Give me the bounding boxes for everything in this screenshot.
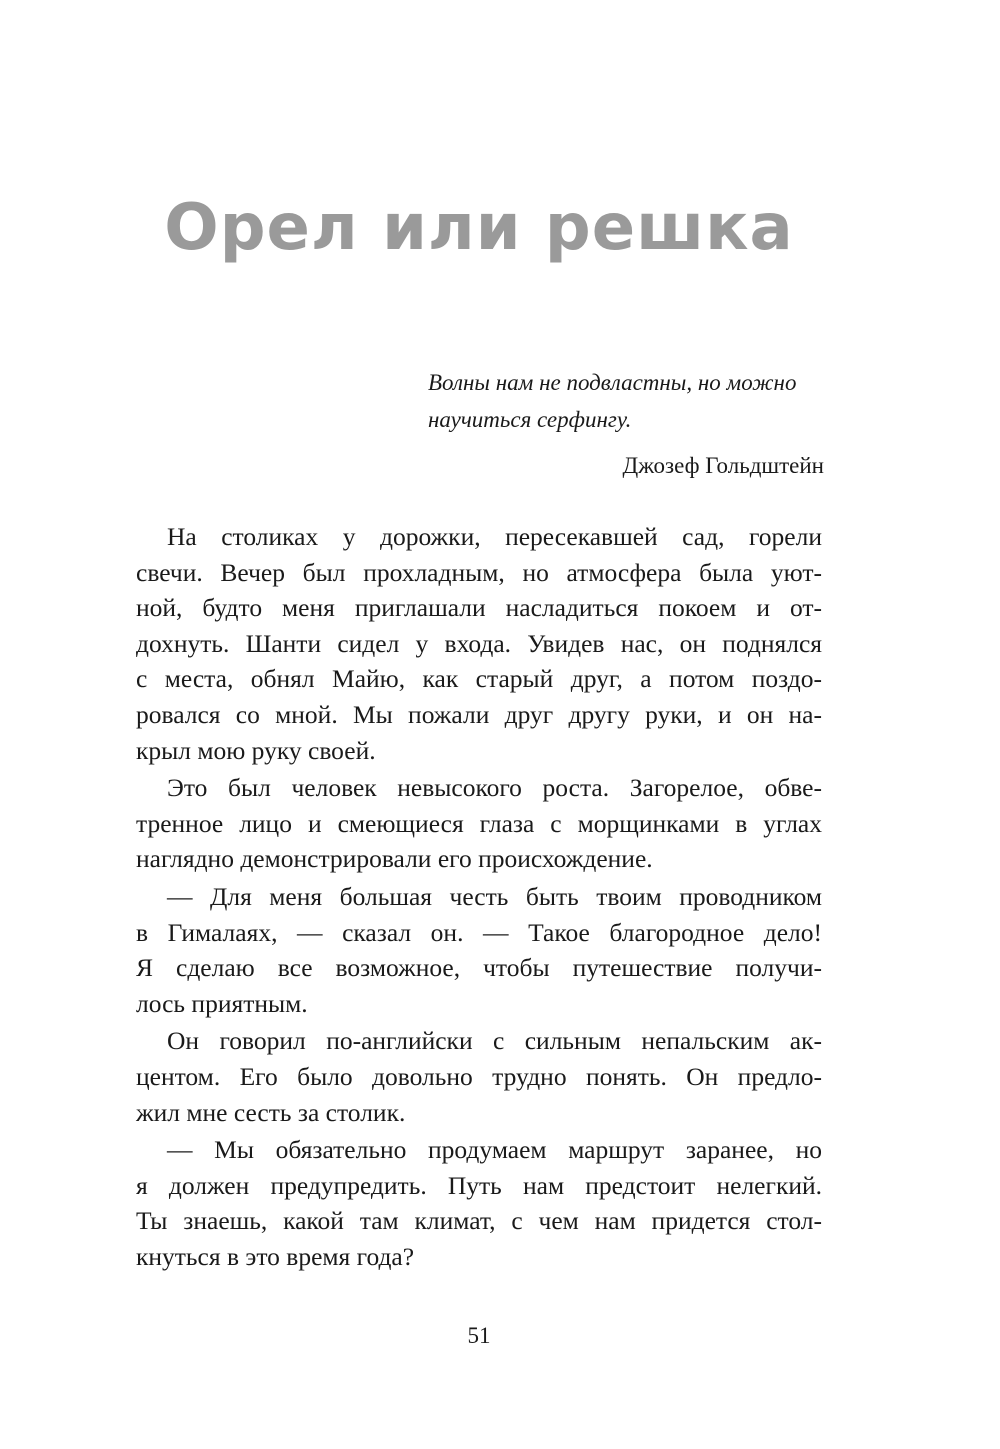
text-line: свечи. Вечер был прохладным, но атмосфера была уют-	[136, 557, 822, 587]
text-line: Ты знаешь, какой там климат, с чем нам придется стол-	[136, 1206, 822, 1236]
paragraph	[136, 1132, 822, 1274]
text-line: ровался со мной. Мы пожали друг другу руки, и он на-	[136, 699, 822, 729]
text-line: центом. Его было довольно трудно понять. Он предло-	[136, 1061, 822, 1091]
text-line: в Гималаях, — сказал он. — Такое благородное дело!	[136, 917, 822, 947]
text-line: лось приятным.	[136, 988, 308, 1018]
text-line: ной, будто меня приглашали насладиться покоем и от-	[136, 593, 822, 623]
text-line: крыл мою руку своей.	[136, 735, 376, 765]
text-line: — Мы обязательно продумаем маршрут заранее, но	[167, 1135, 822, 1165]
text-line: тренное лицо и смеющиеся глаза с морщинками в углах	[136, 808, 822, 838]
text-line: дохнуть. Шанти сидел у входа. Увидев нас, он поднялся	[136, 628, 822, 658]
body-text	[136, 519, 822, 1276]
text-line: я должен предупредить. Путь нам предстоит нелегкий.	[136, 1170, 822, 1200]
paragraph	[136, 879, 822, 1021]
text-line: На столиках у дорожки, пересекавшей сад, горели	[167, 522, 822, 551]
paragraph	[136, 519, 822, 768]
text-line: наглядно демонстрировали его происхождение.	[136, 844, 653, 874]
text-line: Я сделаю все возможное, чтобы путешествие получи-	[136, 953, 822, 983]
paragraph	[136, 770, 822, 877]
paragraph	[136, 1023, 822, 1130]
epigraph-quote	[428, 364, 824, 438]
text-line: с места, обнял Майю, как старый друг, а потом поздо-	[136, 664, 822, 694]
text-line: Он говорил по-английски с сильным непальским ак-	[167, 1026, 822, 1056]
page-number: 51	[467, 1323, 491, 1348]
text-line: жил мне сесть за столик.	[136, 1097, 406, 1127]
text-line: Это был человек невысокого роста. Загорелое, обве-	[167, 773, 822, 803]
text-line: кнуться в это время года?	[136, 1241, 415, 1271]
epigraph-line: Волны нам не подвластны, но можно	[428, 370, 797, 395]
epigraph-author: Джозеф Гольдштейн	[622, 453, 824, 478]
chapter-title: Орел или решка	[164, 191, 794, 265]
epigraph-line: научиться серфингу.	[428, 407, 632, 432]
text-line: — Для меня большая честь быть твоим проводником	[167, 881, 822, 911]
epigraph	[428, 364, 824, 484]
